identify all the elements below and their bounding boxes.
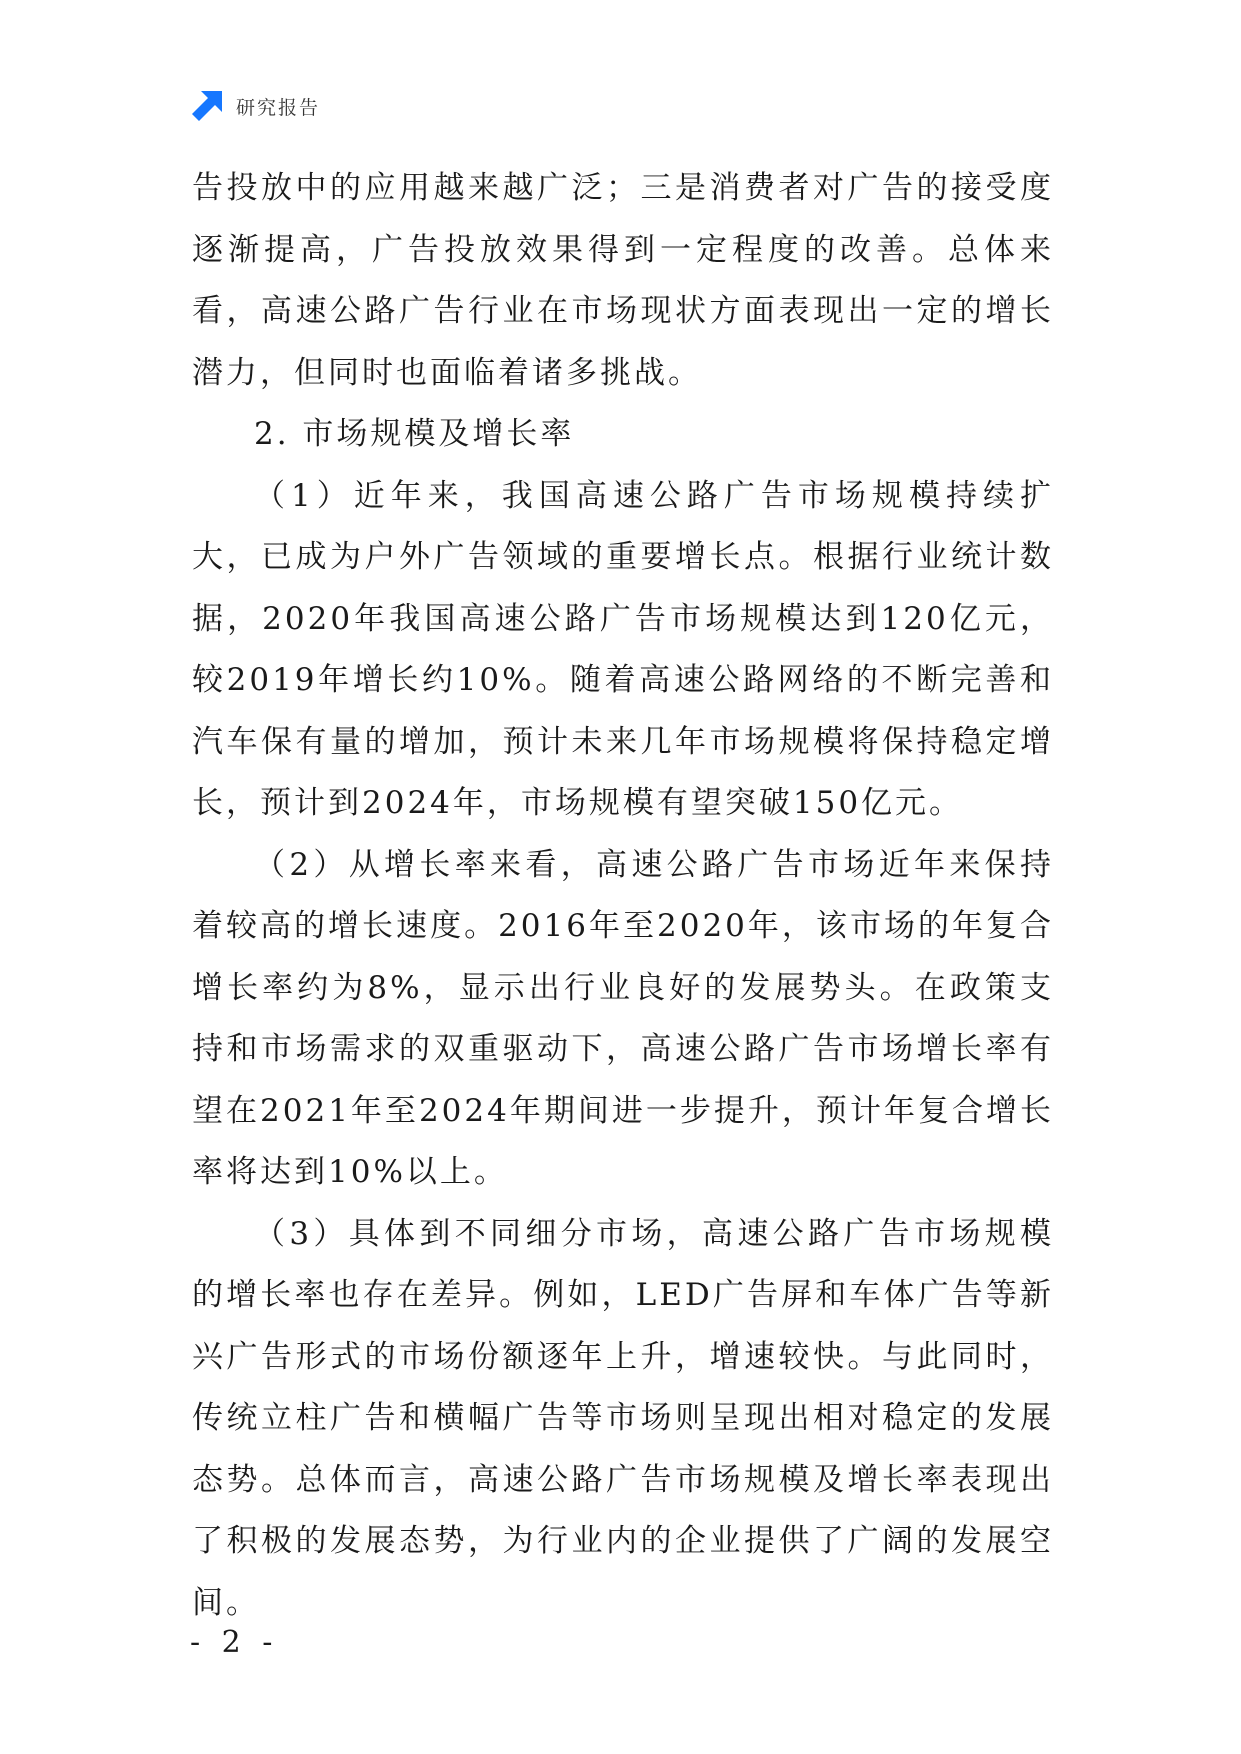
paragraph-continued: 告投放中的应用越来越广泛；三是消费者对广告的接受度逐渐提高，广告投放效果得到一定程度的改善。总体来看，高速公路广告行业在市场现状方面表现出一定的增长潜力，但同时也面临着诸多挑战。	[192, 170, 1054, 391]
document-body	[192, 158, 1054, 1634]
header-title: 研究报告	[236, 96, 321, 119]
paragraph-1: （1）近年来，我国高速公路广告市场规模持续扩大，已成为户外广告领域的重要增长点。根据行业统计数据，2020年我国高速公路广告市场规模达到120亿元，较2019年增长约10%。随着高速公路网络的不断完善和汽车保有量的增加，预计未来几年市场规模将保持稳定增长，预计到2024年，市场规模有望突破150亿元。	[192, 477, 1054, 821]
arrow-up-right-icon	[190, 89, 224, 123]
paragraph-3: （3）具体到不同细分市场，高速公路广告市场规模的增长率也存在差异。例如，LED广告屏和车体广告等新兴广告形式的市场份额逐年上升，增速较快。与此同时，传统立柱广告和横幅广告等市场则呈现出相对稳定的发展态势。总体而言，高速公路广告市场规模及增长率表现出了积极的发展态势，为行业内的企业提供了广阔的发展空间。	[192, 1215, 1054, 1621]
page-number: - 2 -	[190, 1625, 279, 1660]
paragraph-2: （2）从增长率来看，高速公路广告市场近年来保持着较高的增长速度。2016年至2020年，该市场的年复合增长率约为8%，显示出行业良好的发展势头。在政策支持和市场需求的双重驱动下，高速公路广告市场增长率有望在2021年至2024年期间进一步提升，预计年复合增长率将达到10%以上。	[192, 846, 1054, 1190]
page-header	[190, 88, 320, 124]
section-heading: 2. 市场规模及增长率	[254, 416, 575, 452]
